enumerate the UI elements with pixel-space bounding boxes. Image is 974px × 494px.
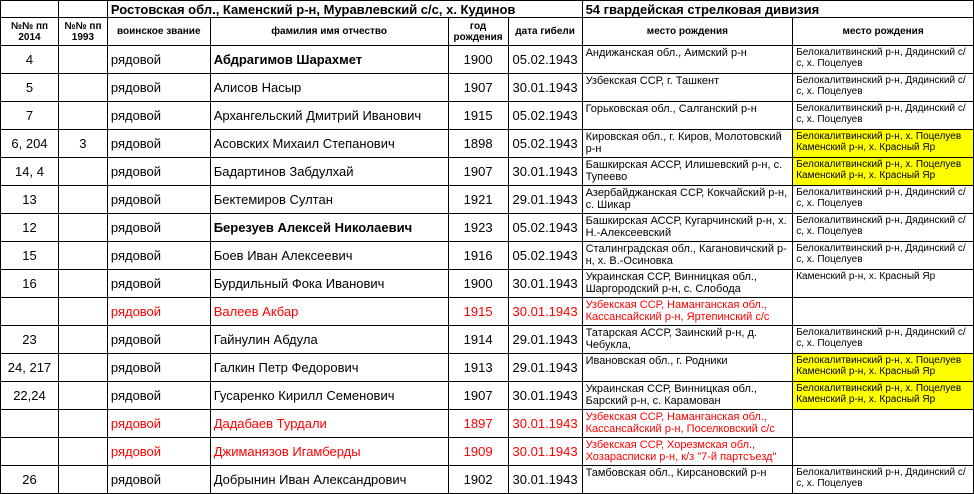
cell-rank[interactable]: рядовой: [107, 466, 210, 494]
cell-birthplace[interactable]: Ивановская обл., г. Родники: [582, 354, 793, 382]
cell-rank[interactable]: рядовой: [107, 438, 210, 466]
cell-death-date[interactable]: 30.01.1943: [508, 382, 582, 410]
cell-rank[interactable]: рядовой: [107, 130, 210, 158]
cell-name[interactable]: Бадартинов Забдулхай: [210, 158, 448, 186]
cell-birth-year[interactable]: 1900: [448, 270, 508, 298]
cell-name[interactable]: Бурдильный Фока Иванович: [210, 270, 448, 298]
cell-num-1993[interactable]: [58, 438, 107, 466]
cell-num-1993[interactable]: 3: [58, 130, 107, 158]
cell-num-1993[interactable]: [58, 214, 107, 242]
cell-name[interactable]: Алисов Насыр: [210, 74, 448, 102]
cell-name[interactable]: Валеев Акбар: [210, 298, 448, 326]
table-row: [1, 242, 974, 270]
table-row: [1, 298, 974, 326]
cell-birth-year[interactable]: 1923: [448, 214, 508, 242]
cell-death-date[interactable]: 29.01.1943: [508, 326, 582, 354]
cell-num-2014[interactable]: [1, 438, 59, 466]
table-row: [1, 214, 974, 242]
table-row: [1, 74, 974, 102]
cell-burial-place[interactable]: Каменский р-н, х. Красный Яр: [793, 270, 974, 298]
cell-name[interactable]: Абдрагимов Шарахмет: [210, 46, 448, 74]
table-row: [1, 326, 974, 354]
cell-num-2014[interactable]: 24, 217: [1, 354, 59, 382]
cell-birthplace[interactable]: Башкирская АССР, Кугарчинский р-н, х. Н.-Алексеевский: [582, 214, 793, 242]
cell-rank[interactable]: рядовой: [107, 270, 210, 298]
cell-birth-year[interactable]: 1909: [448, 438, 508, 466]
table-row: [1, 410, 974, 438]
cell-name[interactable]: Добрынин Иван Александрович: [210, 466, 448, 494]
cell-num-1993[interactable]: [58, 46, 107, 74]
cell-rank[interactable]: рядовой: [107, 74, 210, 102]
cell-rank[interactable]: рядовой: [107, 186, 210, 214]
cell-name[interactable]: Дадабаев Турдали: [210, 410, 448, 438]
cell-death-date[interactable]: 30.01.1943: [508, 158, 582, 186]
cell-death-date[interactable]: 05.02.1943: [508, 214, 582, 242]
cell-birth-year[interactable]: 1902: [448, 466, 508, 494]
cell-burial-place[interactable]: [793, 298, 974, 326]
cell-burial-place[interactable]: Белокалитвинский р-н, Дядинский с/с, х. Поцелуев: [793, 242, 974, 270]
cell-birthplace[interactable]: Горьковская обл., Салганский р-н: [582, 102, 793, 130]
cell-rank[interactable]: рядовой: [107, 326, 210, 354]
cell-birthplace[interactable]: Башкирская АССР, Илишевский р-н, с. Тупеево: [582, 158, 793, 186]
cell-burial-place[interactable]: Белокалитвинский р-н, Дядинский с/с, х. Поцелуев: [793, 214, 974, 242]
cell-birthplace[interactable]: Сталинградская обл., Кагановичский р-н, х. В.-Осиновка: [582, 242, 793, 270]
header-birth-year[interactable]: год рождения: [448, 18, 508, 46]
cell-num-1993[interactable]: [58, 186, 107, 214]
cell-name[interactable]: Галкин Петр Федорович: [210, 354, 448, 382]
header-rank[interactable]: воинское звание: [107, 18, 210, 46]
cell-birth-year[interactable]: 1914: [448, 326, 508, 354]
table-row: [1, 130, 974, 158]
cell-num-1993[interactable]: [58, 466, 107, 494]
header-birthplace[interactable]: место рождения: [582, 18, 793, 46]
cell-num-1993[interactable]: [58, 382, 107, 410]
cell-death-date[interactable]: 05.02.1943: [508, 242, 582, 270]
cell-birthplace[interactable]: Тамбовская обл., Кирсановский р-н: [582, 466, 793, 494]
cell-burial-place[interactable]: Белокалитвинский р-н, Дядинский с/с, х. Поцелуев: [793, 466, 974, 494]
cell-num-1993[interactable]: [58, 298, 107, 326]
cell-num-2014[interactable]: 5: [1, 74, 59, 102]
division-banner[interactable]: 54 гвардейская стрелковая дивизия: [582, 1, 973, 18]
cell-burial-place[interactable]: Белокалитвинский р-н, Дядинский с/с, х. Поцелуев: [793, 186, 974, 214]
cell-rank[interactable]: рядовой: [107, 298, 210, 326]
cell-death-date[interactable]: 05.02.1943: [508, 102, 582, 130]
cell-birthplace[interactable]: Татарская АССР, Заинский р-н, д. Чебукла,: [582, 326, 793, 354]
cell-death-date[interactable]: 30.01.1943: [508, 298, 582, 326]
cell-rank[interactable]: рядовой: [107, 382, 210, 410]
cell-death-date[interactable]: 30.01.1943: [508, 438, 582, 466]
cell-birth-year[interactable]: 1913: [448, 354, 508, 382]
cell-burial-place[interactable]: [793, 438, 974, 466]
cell-num-1993[interactable]: [58, 242, 107, 270]
cell-rank[interactable]: рядовой: [107, 102, 210, 130]
cell-num-2014[interactable]: 13: [1, 186, 59, 214]
table-row: [1, 186, 974, 214]
cell-burial-place[interactable]: Белокалитвинский р-н, Дядинский с/с, х. Поцелуев: [793, 46, 974, 74]
cell-birth-year[interactable]: 1921: [448, 186, 508, 214]
cell-birth-year[interactable]: 1915: [448, 102, 508, 130]
cell-num-1993[interactable]: [58, 158, 107, 186]
cell-death-date[interactable]: 05.02.1943: [508, 46, 582, 74]
cell-birth-year[interactable]: 1907: [448, 382, 508, 410]
cell-birth-year[interactable]: 1916: [448, 242, 508, 270]
table-row: [1, 438, 974, 466]
cell-birth-year[interactable]: 1907: [448, 74, 508, 102]
cell-burial-place[interactable]: [793, 410, 974, 438]
cell-name[interactable]: Боев Иван Алексеевич: [210, 242, 448, 270]
cell-rank[interactable]: рядовой: [107, 354, 210, 382]
cell-death-date[interactable]: 05.02.1943: [508, 130, 582, 158]
cell-death-date[interactable]: 30.01.1943: [508, 410, 582, 438]
cell-num-1993[interactable]: [58, 410, 107, 438]
cell-death-date[interactable]: 30.01.1943: [508, 74, 582, 102]
header-num-1993[interactable]: №№ пп 1993: [58, 18, 107, 46]
cell-burial-place[interactable]: Белокалитвинский р-н, х. Поцелуев Каменский р-н, х. Красный Яр: [793, 130, 974, 158]
cell-rank[interactable]: рядовой: [107, 214, 210, 242]
cell-num-2014[interactable]: 26: [1, 466, 59, 494]
header-num-2014[interactable]: №№ пп 2014: [1, 18, 59, 46]
table-row: [1, 382, 974, 410]
cell-birthplace[interactable]: Азербайджанская ССР, Кокчайский р-н, с. Шикар: [582, 186, 793, 214]
cell-birthplace[interactable]: Андижанская обл., Аимский р-н: [582, 46, 793, 74]
cell-birthplace[interactable]: Узбекская ССР, Хорезмская обл., Хозарасписки р-н, к/з "7-й партсъезд": [582, 438, 793, 466]
cell-num-2014[interactable]: [1, 298, 59, 326]
table-row: [1, 354, 974, 382]
table-row: [1, 270, 974, 298]
cell-num-2014[interactable]: 4: [1, 46, 59, 74]
cell-birthplace[interactable]: Украинская ССР, Винницкая обл., Барский р-н, с. Карамован: [582, 382, 793, 410]
header-name[interactable]: фамилия имя отчество: [210, 18, 448, 46]
table-row: [1, 102, 974, 130]
cell-burial-place[interactable]: Белокалитвинский р-н, х. Поцелуев Каменский р-н, х. Красный Яр: [793, 382, 974, 410]
cell-name[interactable]: Архангельский Дмитрий Иванович: [210, 102, 448, 130]
cell-rank[interactable]: рядовой: [107, 410, 210, 438]
table-row: [1, 158, 974, 186]
cell-birth-year[interactable]: 1907: [448, 158, 508, 186]
cell-num-2014[interactable]: 15: [1, 242, 59, 270]
cell-name[interactable]: Асовских Михаил Степанович: [210, 130, 448, 158]
cell-burial-place[interactable]: Белокалитвинский р-н, Дядинский с/с, х. Поцелуев: [793, 102, 974, 130]
cell-burial-place[interactable]: Белокалитвинский р-н, х. Поцелуев Каменский р-н, х. Красный Яр: [793, 354, 974, 382]
cell-num-1993[interactable]: [58, 354, 107, 382]
cell-birthplace[interactable]: Узбекская ССР, Наманганская обл., Кассансайский р-н, Яртепинский с/с: [582, 298, 793, 326]
cell-num-1993[interactable]: [58, 326, 107, 354]
cell-death-date[interactable]: 30.01.1943: [508, 466, 582, 494]
cell-rank[interactable]: рядовой: [107, 46, 210, 74]
cell-name[interactable]: Гусаренко Кирилл Семенович: [210, 382, 448, 410]
cell-burial-place[interactable]: Белокалитвинский р-н, Дядинский с/с, х. Поцелуев: [793, 74, 974, 102]
cell-num-2014[interactable]: 22,24: [1, 382, 59, 410]
cell-name[interactable]: Березуев Алексей Николаевич: [210, 214, 448, 242]
cell-death-date[interactable]: 29.01.1943: [508, 354, 582, 382]
cell-birth-year[interactable]: 1900: [448, 46, 508, 74]
cell-num-1993[interactable]: [58, 270, 107, 298]
cell-num-2014[interactable]: [1, 410, 59, 438]
cell-num-2014[interactable]: 16: [1, 270, 59, 298]
cell-num-1993[interactable]: [58, 74, 107, 102]
cell-birth-year[interactable]: 1915: [448, 298, 508, 326]
cell-death-date[interactable]: 30.01.1943: [508, 270, 582, 298]
table-row: [1, 466, 974, 494]
cell-name[interactable]: Бектемиров Султан: [210, 186, 448, 214]
cell-num-2014[interactable]: 6, 204: [1, 130, 59, 158]
header-death-date[interactable]: дата гибели: [508, 18, 582, 46]
cell-num-2014[interactable]: 23: [1, 326, 59, 354]
banner-row: [1, 1, 974, 18]
region-banner[interactable]: Ростовская обл., Каменский р-н, Муравлевский с/с, х. Кудинов: [107, 1, 582, 18]
cell-birthplace[interactable]: Кировская обл., г. Киров, Молотовский р-н: [582, 130, 793, 158]
cell-num-2014[interactable]: 12: [1, 214, 59, 242]
cell-burial-place[interactable]: Белокалитвинский р-н, Дядинский с/с, х. Поцелуев: [793, 326, 974, 354]
cell-num-1993[interactable]: [58, 102, 107, 130]
cell-death-date[interactable]: 29.01.1943: [508, 186, 582, 214]
cell-num-2014[interactable]: 14, 4: [1, 158, 59, 186]
cell-birthplace[interactable]: Узбекская ССР, г. Ташкент: [582, 74, 793, 102]
table-row: [1, 46, 974, 74]
cell-birth-year[interactable]: 1898: [448, 130, 508, 158]
cell-birthplace[interactable]: Узбекская ССР, Наманганская обл., Кассансайский р-н, Поселковский с/с: [582, 410, 793, 438]
cell-name[interactable]: Гайнулин Абдула: [210, 326, 448, 354]
cell-birth-year[interactable]: 1897: [448, 410, 508, 438]
cell-name[interactable]: Джиманязов Игамберды: [210, 438, 448, 466]
cell-birthplace[interactable]: Украинская ССР, Винницкая обл., Шаргородский р-н, с. Слобода: [582, 270, 793, 298]
header-row: [1, 18, 974, 46]
cell-num-2014[interactable]: 7: [1, 102, 59, 130]
cell-rank[interactable]: рядовой: [107, 158, 210, 186]
header-burial-place[interactable]: место рождения: [793, 18, 974, 46]
cell-burial-place[interactable]: Белокалитвинский р-н, х. Поцелуев Каменский р-н, х. Красный Яр: [793, 158, 974, 186]
cell-rank[interactable]: рядовой: [107, 242, 210, 270]
